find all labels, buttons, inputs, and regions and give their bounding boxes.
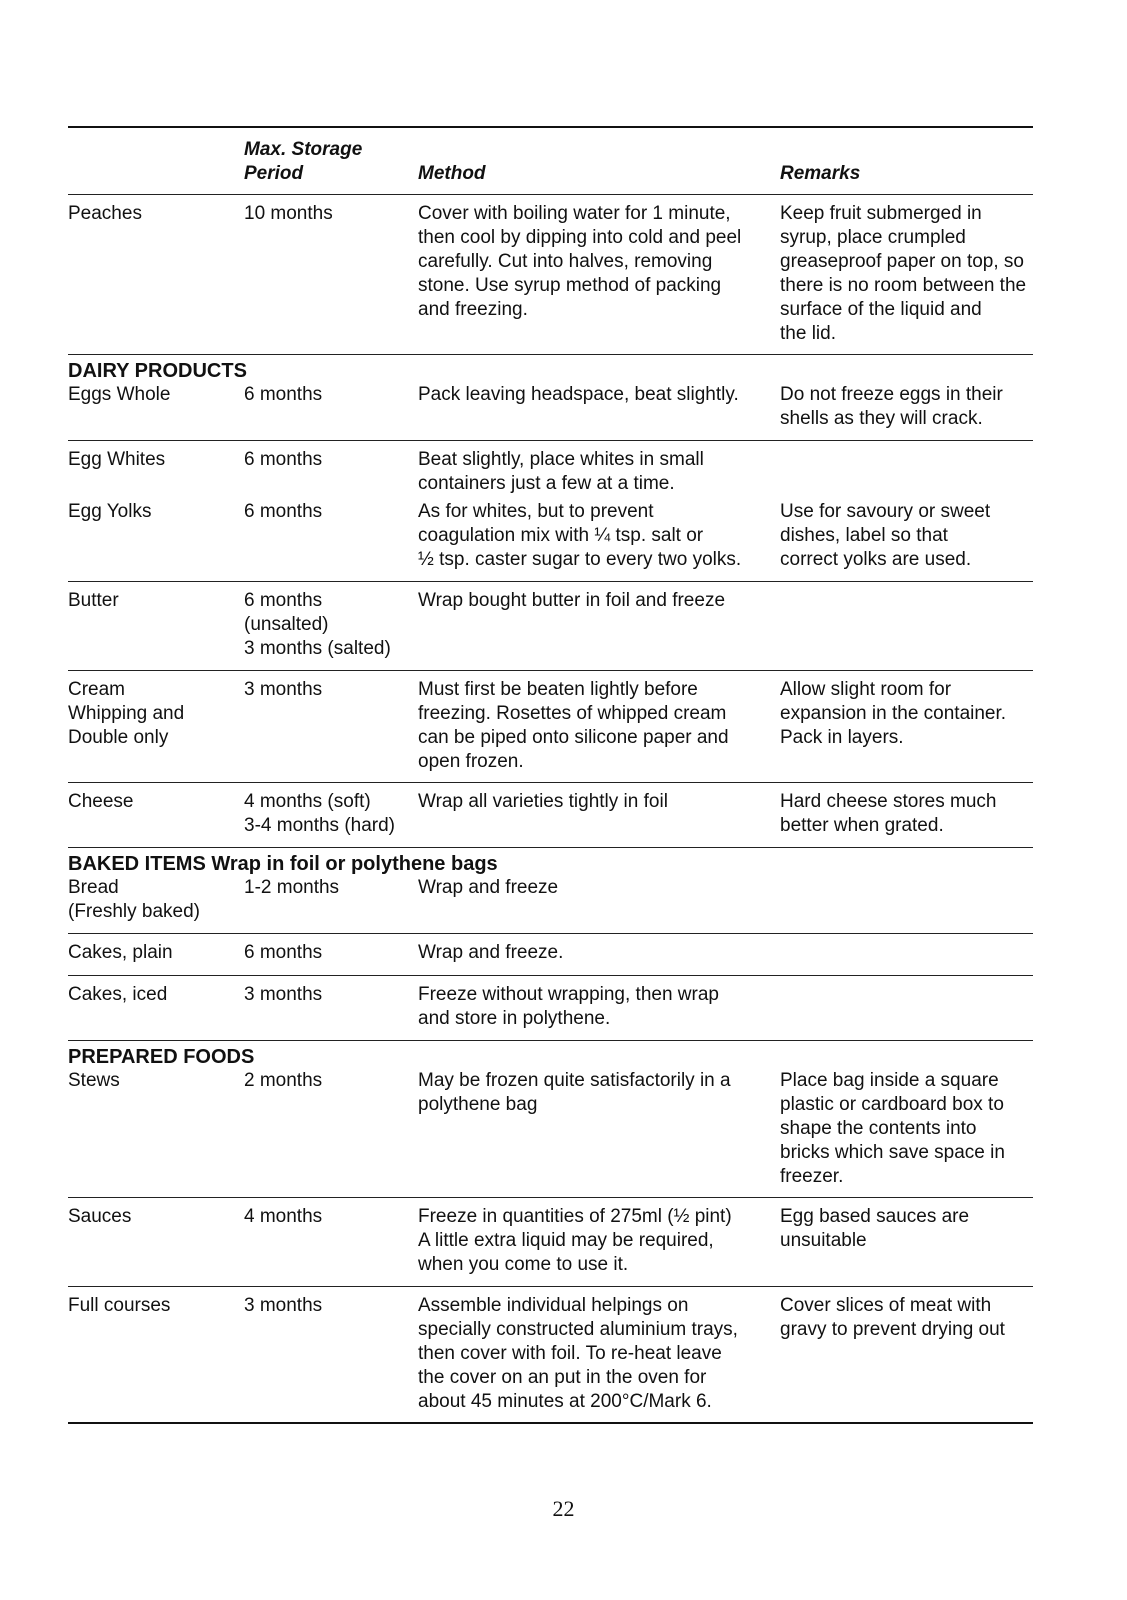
row-divider bbox=[68, 1422, 1033, 1424]
method-text-line: can be piped onto silicone paper and bbox=[418, 726, 729, 748]
method-text bbox=[418, 202, 741, 322]
table-group bbox=[68, 848, 1033, 933]
storage-period-line: 3 months bbox=[244, 1294, 323, 1316]
remarks-text-line: Allow slight room for bbox=[780, 678, 952, 700]
table-group bbox=[68, 934, 1033, 975]
storage-period bbox=[244, 1069, 322, 1093]
item-name-line: Egg Yolks bbox=[68, 500, 152, 522]
storage-period bbox=[244, 941, 322, 965]
table-group bbox=[68, 671, 1033, 782]
method-text bbox=[418, 876, 558, 900]
table-row bbox=[68, 1205, 1033, 1276]
storage-period-line: 6 months bbox=[244, 448, 323, 470]
method-text-line: containers just a few at a time. bbox=[418, 472, 675, 494]
item-name-line: Cakes, plain bbox=[68, 942, 173, 964]
method-header: Method bbox=[418, 163, 486, 184]
remarks-text bbox=[780, 678, 1006, 750]
remarks-text-line: gravy to prevent drying out bbox=[780, 1318, 1005, 1340]
storage-period bbox=[244, 1205, 322, 1229]
method-text-line: freezing. Rosettes of whipped cream bbox=[418, 702, 727, 724]
storage-period-line: 10 months bbox=[244, 203, 333, 224]
remarks-text-line: surface of the liquid and bbox=[780, 299, 982, 320]
item-name bbox=[68, 1069, 120, 1093]
table-group bbox=[68, 355, 1033, 440]
item-name-line: Double only bbox=[68, 726, 169, 748]
method-text bbox=[418, 983, 719, 1031]
table-group bbox=[68, 976, 1033, 1040]
period-header bbox=[244, 138, 362, 186]
item-name-line: Egg Whites bbox=[68, 448, 166, 470]
remarks-text-line: Hard cheese stores much bbox=[780, 790, 997, 812]
remarks-text bbox=[780, 202, 1026, 346]
method-text-line: Cover with boiling water for 1 minute, bbox=[418, 203, 731, 224]
method-text-line: Wrap all varieties tightly in foil bbox=[418, 790, 668, 812]
item-name bbox=[68, 790, 134, 814]
table-group bbox=[68, 1041, 1033, 1197]
storage-period bbox=[244, 202, 333, 226]
method-text-line: carefully. Cut into halves, removing bbox=[418, 251, 713, 272]
storage-period bbox=[244, 876, 339, 900]
remarks-text bbox=[780, 1069, 1005, 1189]
remarks-text-line: Cover slices of meat with bbox=[780, 1294, 992, 1316]
method-text-line: May be frozen quite satisfactorily in a bbox=[418, 1070, 731, 1092]
table-row bbox=[68, 941, 1033, 965]
table-group bbox=[68, 1198, 1033, 1286]
method-text bbox=[418, 1294, 738, 1414]
method-text bbox=[418, 383, 739, 407]
remarks-text-line: bricks which save space in bbox=[780, 1142, 1005, 1164]
item-name-line: Cream bbox=[68, 678, 126, 700]
remarks-text bbox=[780, 383, 1003, 431]
method-text-line: stone. Use syrup method of packing bbox=[418, 275, 722, 296]
storage-period-line: 3 months bbox=[244, 983, 323, 1005]
remarks-text-line: freezer. bbox=[780, 1166, 844, 1188]
item-name-line: Butter bbox=[68, 589, 119, 611]
storage-period-line: 4 months (soft) bbox=[244, 790, 371, 812]
table-row bbox=[68, 790, 1033, 837]
table-group bbox=[68, 582, 1033, 670]
method-text-line: about 45 minutes at 200°C/Mark 6. bbox=[418, 1390, 712, 1412]
remarks-text-line: Use for savoury or sweet bbox=[780, 500, 991, 522]
remarks-text-line: unsuitable bbox=[780, 1230, 867, 1252]
storage-period-line: 3-4 months (hard) bbox=[244, 814, 396, 836]
remarks-text-line: expansion in the container. bbox=[780, 702, 1007, 724]
remarks-text-line: Place bag inside a square bbox=[780, 1070, 999, 1092]
table-body bbox=[68, 195, 1033, 1424]
item-name-line: Sauces bbox=[68, 1206, 132, 1228]
table-group bbox=[68, 195, 1033, 354]
method-text-line: Wrap bought butter in foil and freeze bbox=[418, 589, 726, 611]
method-text-line: Wrap and freeze. bbox=[418, 942, 564, 964]
method-text bbox=[418, 589, 725, 613]
method-text-line: A little extra liquid may be required, bbox=[418, 1230, 714, 1252]
table-row bbox=[68, 678, 1033, 772]
remarks-text-line: greaseproof paper on top, so bbox=[780, 251, 1025, 272]
storage-period-line: 4 months bbox=[244, 1206, 323, 1228]
remarks-text-line: Keep fruit submerged in bbox=[780, 203, 982, 224]
remarks-text-line: Do not freeze eggs in their bbox=[780, 383, 1003, 405]
method-text-line: ½ tsp. caster sugar to every two yolks. bbox=[418, 548, 742, 570]
remarks-text-line: shape the contents into bbox=[780, 1118, 977, 1140]
method-text-line: when you come to use it. bbox=[418, 1254, 629, 1276]
remarks-header: Remarks bbox=[780, 163, 861, 184]
method-text-line: As for whites, but to prevent bbox=[418, 500, 654, 522]
method-text-line: and store in polythene. bbox=[418, 1007, 611, 1029]
table-row bbox=[68, 1069, 1033, 1187]
freezing-table bbox=[68, 126, 1033, 1424]
item-name bbox=[68, 448, 165, 472]
table-row bbox=[68, 383, 1033, 430]
item-name bbox=[68, 500, 151, 524]
item-name-line: Whipping and bbox=[68, 702, 185, 724]
remarks-text bbox=[780, 1294, 1005, 1342]
item-name bbox=[68, 383, 170, 407]
method-text bbox=[418, 941, 563, 965]
method-text bbox=[418, 448, 704, 496]
table-group bbox=[68, 441, 1033, 581]
table-row bbox=[68, 1294, 1033, 1412]
storage-period bbox=[244, 678, 322, 702]
item-name bbox=[68, 678, 184, 750]
item-name bbox=[68, 941, 173, 965]
remarks-text-line: the lid. bbox=[780, 323, 836, 344]
remarks-text-line: syrup, place crumpled bbox=[780, 227, 966, 248]
method-text bbox=[418, 1205, 732, 1277]
method-text-line: specially constructed aluminium trays, bbox=[418, 1318, 738, 1340]
method-text-line: Beat slightly, place whites in small bbox=[418, 448, 704, 470]
method-text-line: coagulation mix with ¼ tsp. salt or bbox=[418, 524, 704, 546]
item-name bbox=[68, 589, 119, 613]
method-text-line: polythene bag bbox=[418, 1094, 538, 1116]
section-heading: BAKED ITEMS Wrap in foil or polythene bags bbox=[68, 853, 498, 876]
method-text-line: Pack leaving headspace, beat slightly. bbox=[418, 383, 739, 405]
item-name-line: Cakes, iced bbox=[68, 983, 168, 1005]
item-name-line: (Freshly baked) bbox=[68, 901, 200, 923]
item-name bbox=[68, 983, 167, 1007]
method-text-line: Freeze in quantities of 275ml (½ pint) bbox=[418, 1206, 732, 1228]
method-text-line: the cover on an put in the oven for bbox=[418, 1366, 707, 1388]
table-group bbox=[68, 783, 1033, 847]
method-text bbox=[418, 678, 729, 774]
table-group bbox=[68, 1287, 1033, 1422]
storage-period-line: 2 months bbox=[244, 1070, 323, 1092]
period-header-line1: Max. Storage bbox=[244, 139, 363, 160]
item-name-line: Full courses bbox=[68, 1294, 171, 1316]
storage-period bbox=[244, 383, 322, 407]
method-text-line: Assemble individual helpings on bbox=[418, 1294, 689, 1316]
storage-period-line: 6 months bbox=[244, 383, 323, 405]
remarks-text-line: dishes, label so that bbox=[780, 524, 948, 546]
table-row bbox=[68, 448, 1033, 495]
table-row bbox=[68, 500, 1033, 571]
storage-period-line: 3 months bbox=[244, 678, 323, 700]
table-header bbox=[68, 128, 1033, 194]
method-text-line: then cover with foil. To re-heat leave bbox=[418, 1342, 722, 1364]
table-row bbox=[68, 589, 1033, 660]
item-name bbox=[68, 1294, 170, 1318]
remarks-text-line: correct yolks are used. bbox=[780, 548, 972, 570]
remarks-text-line: there is no room between the bbox=[780, 275, 1027, 296]
method-text bbox=[418, 790, 668, 814]
remarks-text-line: better when grated. bbox=[780, 814, 944, 836]
storage-period-line: 1-2 months bbox=[244, 877, 340, 899]
method-text-line: Must first be beaten lightly before bbox=[418, 678, 698, 700]
item-name-line: Stews bbox=[68, 1070, 120, 1092]
remarks-text-line: plastic or cardboard box to bbox=[780, 1094, 1004, 1116]
method-text bbox=[418, 500, 741, 572]
storage-period-line: 3 months (salted) bbox=[244, 637, 391, 659]
storage-period-line: 6 months bbox=[244, 589, 323, 611]
item-name bbox=[68, 876, 200, 924]
item-name bbox=[68, 1205, 131, 1229]
storage-period bbox=[244, 790, 395, 838]
item-name-line: Cheese bbox=[68, 790, 134, 812]
storage-period bbox=[244, 1294, 322, 1318]
period-header-line2: Period bbox=[244, 163, 304, 184]
storage-period bbox=[244, 500, 322, 524]
storage-period-line: 6 months bbox=[244, 500, 323, 522]
item-name-line: Peaches bbox=[68, 203, 142, 224]
remarks-text-line: Pack in layers. bbox=[780, 726, 904, 748]
remarks-text bbox=[780, 500, 990, 572]
remarks-text bbox=[780, 1205, 969, 1253]
item-name-line: Eggs Whole bbox=[68, 383, 171, 405]
method-text-line: open frozen. bbox=[418, 750, 524, 772]
method-text-line: Wrap and freeze bbox=[418, 877, 559, 899]
method-text-line: Freeze without wrapping, then wrap bbox=[418, 983, 719, 1005]
storage-period bbox=[244, 448, 322, 472]
remarks-text-line: Egg based sauces are bbox=[780, 1206, 970, 1228]
table-row bbox=[68, 876, 1033, 923]
method-text-line: then cool by dipping into cold and peel bbox=[418, 227, 742, 248]
page-number: 22 bbox=[552, 1496, 575, 1521]
item-name-line: Bread bbox=[68, 877, 119, 899]
storage-period bbox=[244, 983, 322, 1007]
item-name bbox=[68, 202, 142, 226]
method-text-line: and freezing. bbox=[418, 299, 528, 320]
storage-period bbox=[244, 589, 391, 661]
method-text bbox=[418, 1069, 731, 1117]
table-row bbox=[68, 983, 1033, 1030]
remarks-text-line: shells as they will crack. bbox=[780, 407, 983, 429]
remarks-text bbox=[780, 790, 997, 838]
section-heading: PREPARED FOODS bbox=[68, 1046, 255, 1069]
storage-period-line: (unsalted) bbox=[244, 613, 329, 635]
storage-period-line: 6 months bbox=[244, 942, 323, 964]
section-heading: DAIRY PRODUCTS bbox=[68, 359, 247, 382]
table-row bbox=[68, 202, 1033, 344]
